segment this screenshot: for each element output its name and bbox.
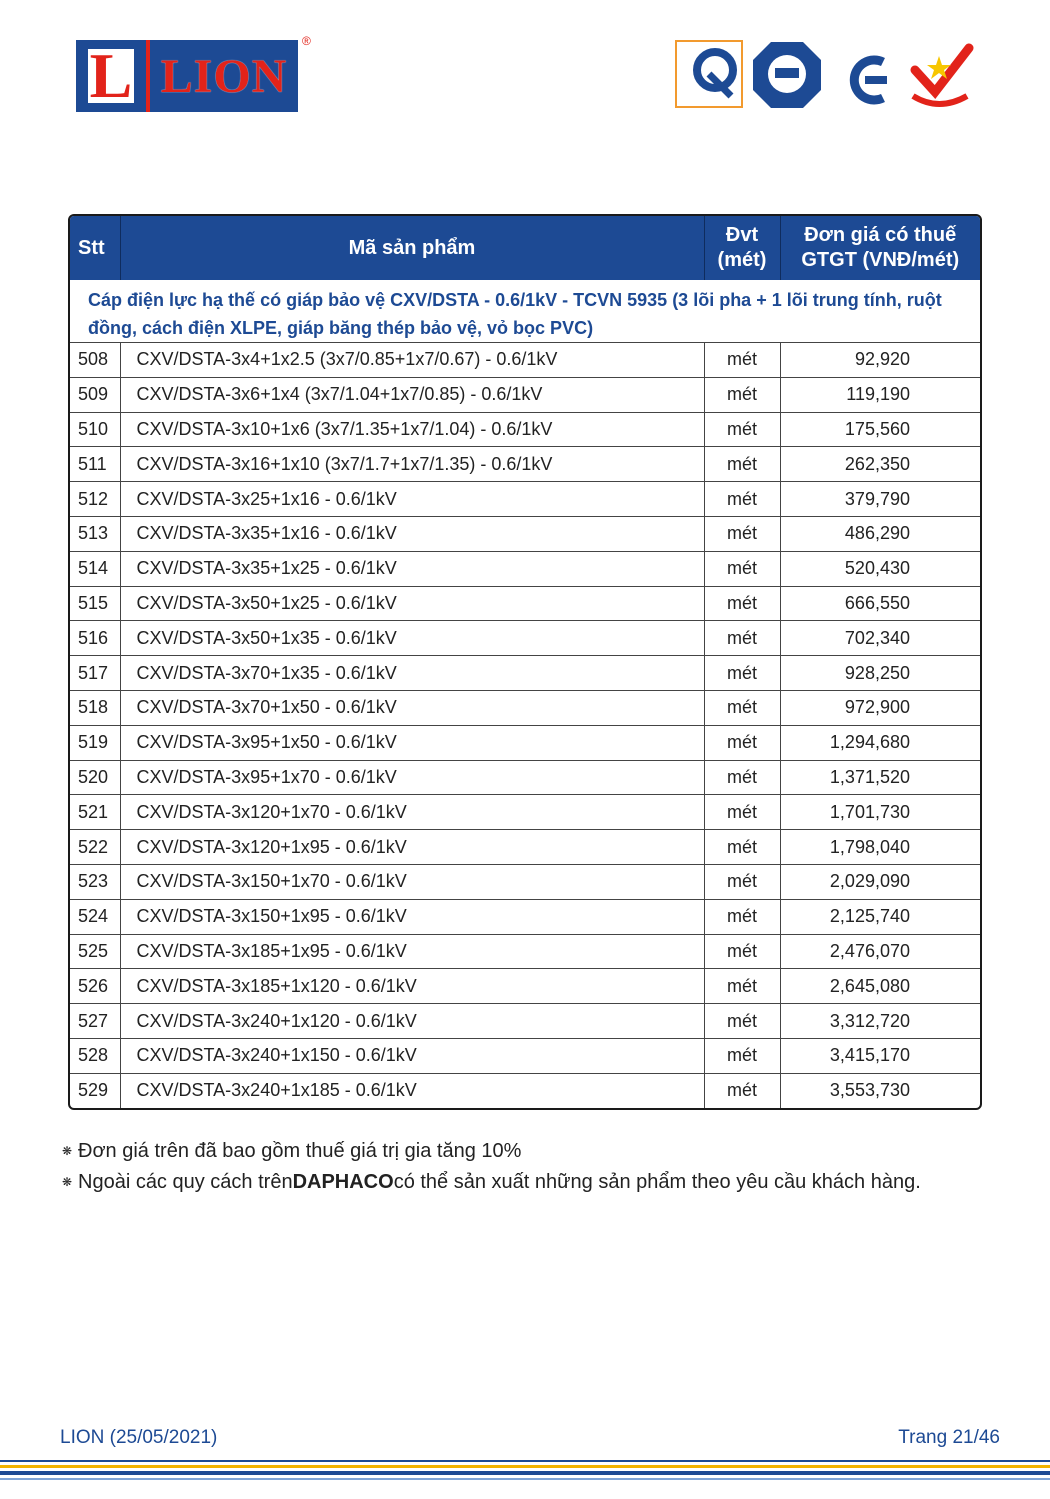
- row-price: 119,190: [780, 377, 980, 412]
- notes: [62, 1136, 921, 1198]
- row-unit: mét: [704, 899, 780, 934]
- table-row: [70, 899, 980, 934]
- note-vat-text: Đơn giá trên đã bao gồm thuế giá trị gia tăng 10%: [78, 1140, 522, 1162]
- table-row: [70, 690, 980, 725]
- table-row: [70, 412, 980, 447]
- row-code: CXV/DSTA-3x35+1x25 - 0.6/1kV: [120, 551, 704, 586]
- row-code: CXV/DSTA-3x185+1x120 - 0.6/1kV: [120, 969, 704, 1004]
- note-custom-after: có thể sản xuất những sản phẩm theo yêu cầu khách hàng.: [393, 1171, 921, 1193]
- row-unit: mét: [704, 516, 780, 551]
- brand-name: LION: [146, 40, 298, 112]
- table-row: [70, 1073, 980, 1108]
- note-custom-brand: DAPHACO: [292, 1171, 394, 1193]
- row-price: 3,553,730: [829, 1080, 910, 1101]
- row-price: 666,550: [780, 586, 980, 621]
- row-code: CXV/DSTA-3x150+1x95 - 0.6/1kV: [120, 899, 704, 934]
- row-stt: 520: [70, 760, 120, 795]
- brand-logo: [76, 40, 298, 112]
- row-stt: 526: [70, 969, 120, 1004]
- row-stt: 510: [70, 412, 120, 447]
- table-row: [70, 516, 980, 551]
- row-code: CXV/DSTA-3x95+1x50 - 0.6/1kV: [120, 725, 704, 760]
- row-price: 92,920: [780, 343, 980, 378]
- table-row: [70, 725, 980, 760]
- page-number: Trang 21/46: [898, 1427, 1000, 1448]
- row-code: CXV/DSTA-3x150+1x70 - 0.6/1kV: [120, 864, 704, 899]
- row-price: 3,312,720: [780, 1004, 980, 1039]
- row-stt: 528: [70, 1038, 120, 1073]
- row-stt: 516: [70, 621, 120, 656]
- row-price: 1,798,040: [780, 830, 980, 865]
- row-stt: 511: [70, 447, 120, 482]
- table-row: [70, 760, 980, 795]
- row-price: 175,560: [780, 412, 980, 447]
- row-price: 2,029,090: [780, 864, 980, 899]
- row-price: 1,371,520: [780, 760, 980, 795]
- row-price: 3,415,170: [780, 1038, 980, 1073]
- row-stt: 529: [70, 1073, 120, 1108]
- header-product: Mã sản phẩm: [120, 216, 704, 280]
- row-stt: 508: [70, 343, 120, 378]
- table-row: [70, 1038, 980, 1073]
- row-code: CXV/DSTA-3x16+1x10 (3x7/1.7+1x7/1.35) - 0.6/1kV: [120, 447, 704, 482]
- row-price: 2,125,740: [780, 899, 980, 934]
- row-code: CXV/DSTA-3x25+1x16 - 0.6/1kV: [120, 482, 704, 517]
- row-unit: mét: [704, 447, 780, 482]
- row-price: 486,290: [780, 516, 980, 551]
- footer-date: LION (25/05/2021): [60, 1427, 218, 1448]
- row-stt: 525: [70, 934, 120, 969]
- table-row: [70, 830, 980, 865]
- row-code: CXV/DSTA-3x35+1x16 - 0.6/1kV: [120, 516, 704, 551]
- note-custom: [62, 1167, 921, 1198]
- row-stt: 514: [70, 551, 120, 586]
- note-vat: [62, 1136, 921, 1167]
- row-unit: mét: [704, 621, 780, 656]
- brand-mark-letter: L: [89, 40, 133, 111]
- row-code: CXV/DSTA-3x240+1x185 - 0.6/1kV: [120, 1073, 704, 1108]
- note-custom-before: Ngoài các quy cách trên: [78, 1171, 293, 1193]
- table-row: [70, 795, 980, 830]
- table-header: [70, 216, 980, 280]
- row-price: 2,645,080: [780, 969, 980, 1004]
- row-code: CXV/DSTA-3x95+1x70 - 0.6/1kV: [120, 760, 704, 795]
- row-unit: mét: [704, 1073, 780, 1108]
- header-unit: Đvt (mét): [704, 216, 780, 280]
- row-price: 1,294,680: [780, 725, 980, 760]
- table-row: [70, 586, 980, 621]
- row-code: CXV/DSTA-3x10+1x6 (3x7/1.35+1x7/1.04) - 0.6/1kV: [120, 412, 704, 447]
- row-code: CXV/DSTA-3x6+1x4 (3x7/1.04+1x7/0.85) - 0.6/1kV: [120, 377, 704, 412]
- row-unit: mét: [704, 760, 780, 795]
- row-stt: 515: [70, 586, 120, 621]
- row-code: CXV/DSTA-3x240+1x150 - 0.6/1kV: [120, 1038, 704, 1073]
- row-price: 702,340: [780, 621, 980, 656]
- table-row: [70, 551, 980, 586]
- row-price: 2,476,070: [780, 934, 980, 969]
- row-unit: mét: [704, 969, 780, 1004]
- row-stt: 509: [70, 377, 120, 412]
- row-stt: 519: [70, 725, 120, 760]
- row-unit: mét: [704, 1038, 780, 1073]
- header-stt: Stt: [70, 216, 120, 280]
- bullet-icon: ❋: [62, 1175, 73, 1189]
- row-stt: 527: [70, 1004, 120, 1039]
- table-row: [70, 1004, 980, 1039]
- row-unit: mét: [704, 482, 780, 517]
- row-unit: mét: [704, 551, 780, 586]
- row-stt: 518: [70, 690, 120, 725]
- table-row: [70, 377, 980, 412]
- quatest-logo: [675, 40, 745, 110]
- row-price: 1,701,730: [780, 795, 980, 830]
- row-code: CXV/DSTA-3x120+1x95 - 0.6/1kV: [120, 830, 704, 865]
- footer-stripes: [0, 1456, 1050, 1499]
- row-stt: 513: [70, 516, 120, 551]
- row-price: 379,790: [780, 482, 980, 517]
- table-row: [70, 621, 980, 656]
- row-stt: 524: [70, 899, 120, 934]
- row-price: 262,350: [780, 447, 980, 482]
- table-row: [70, 447, 980, 482]
- jas-anz-logo: [835, 40, 895, 110]
- row-unit: mét: [704, 830, 780, 865]
- table-row: [70, 343, 980, 378]
- section-row: [70, 280, 980, 343]
- row-code: CXV/DSTA-3x240+1x120 - 0.6/1kV: [120, 1004, 704, 1039]
- table-row: [70, 864, 980, 899]
- table-row: [70, 934, 980, 969]
- row-price: 972,900: [780, 690, 980, 725]
- row-stt: 522: [70, 830, 120, 865]
- row-unit: mét: [704, 725, 780, 760]
- row-code: CXV/DSTA-3x120+1x70 - 0.6/1kV: [120, 795, 704, 830]
- row-code: CXV/DSTA-3x185+1x95 - 0.6/1kV: [120, 934, 704, 969]
- row-stt: 517: [70, 656, 120, 691]
- row-unit: mét: [704, 864, 780, 899]
- row-price: 928,250: [780, 656, 980, 691]
- bullet-icon: ❋: [62, 1144, 73, 1158]
- row-unit: mét: [704, 412, 780, 447]
- row-stt: 523: [70, 864, 120, 899]
- table-row: [70, 969, 980, 1004]
- brand-mark: [76, 40, 146, 112]
- table-row: [70, 656, 980, 691]
- row-stt: 512: [70, 482, 120, 517]
- row-unit: mét: [704, 690, 780, 725]
- row-price: 520,430: [780, 551, 980, 586]
- row-stt: 521: [70, 795, 120, 830]
- hang-viet-nam-clc-logo: [905, 40, 975, 112]
- header-price: Đơn giá có thuế GTGT (VNĐ/mét): [780, 216, 980, 280]
- row-unit: mét: [704, 343, 780, 378]
- row-unit: mét: [704, 377, 780, 412]
- row-unit: mét: [704, 795, 780, 830]
- row-code: CXV/DSTA-3x70+1x35 - 0.6/1kV: [120, 656, 704, 691]
- row-code: CXV/DSTA-3x50+1x35 - 0.6/1kV: [120, 621, 704, 656]
- price-table: [68, 214, 982, 1110]
- row-unit: mét: [704, 1004, 780, 1039]
- row-unit: mét: [704, 934, 780, 969]
- row-unit: mét: [704, 586, 780, 621]
- row-code: CXV/DSTA-3x50+1x25 - 0.6/1kV: [120, 586, 704, 621]
- tuv-logo: [751, 40, 823, 110]
- row-code: CXV/DSTA-3x4+1x2.5 (3x7/0.85+1x7/0.67) - 0.6/1kV: [120, 343, 704, 378]
- section-title: Cáp điện lực hạ thế có giáp bảo vệ CXV/DSTA - 0.6/1kV - TCVN 5935 (3 lõi pha + 1 lõi trung tính, ruột đồng, cách điện XLPE, giáp băng thép bảo vệ, vỏ bọc PVC): [70, 280, 980, 343]
- row-unit: mét: [704, 656, 780, 691]
- row-code: CXV/DSTA-3x70+1x50 - 0.6/1kV: [120, 690, 704, 725]
- table-row: [70, 482, 980, 517]
- registered-mark: ®: [302, 34, 311, 48]
